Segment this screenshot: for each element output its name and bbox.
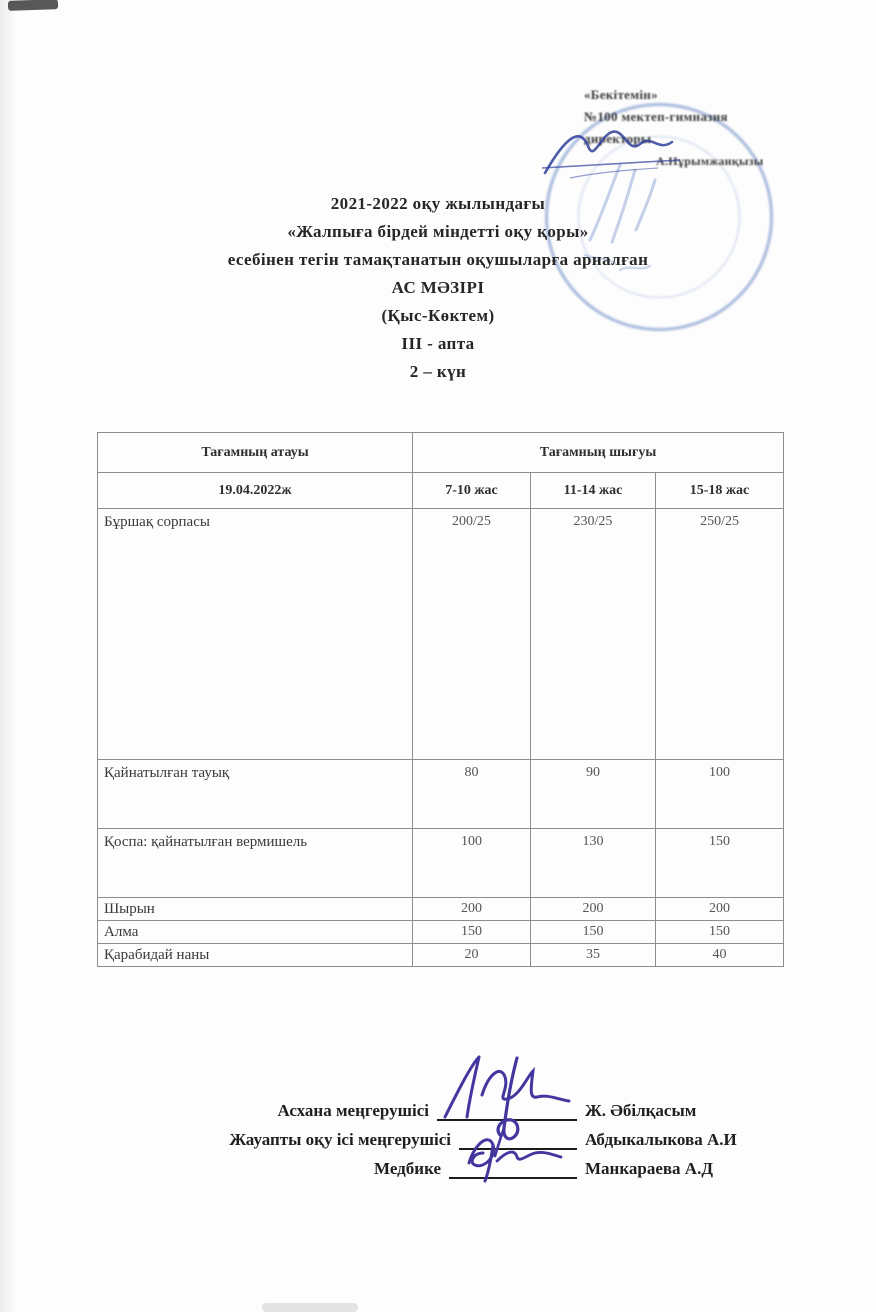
header-date: 19.04.2022ж bbox=[98, 473, 413, 509]
handwritten-signature-3 bbox=[439, 1123, 579, 1183]
table-row bbox=[98, 509, 784, 760]
header-dish-name: Тағамның атауы bbox=[98, 433, 413, 473]
document-title bbox=[0, 190, 876, 386]
title-line-season: (Қыс-Көктем) bbox=[381, 306, 495, 325]
signature-name: Манкараева А.Д bbox=[585, 1159, 714, 1178]
table-row bbox=[98, 898, 784, 921]
dish-value: 200 bbox=[656, 898, 784, 921]
director-name: А.Нұрымжанқызы bbox=[656, 154, 764, 168]
table-subheader-row bbox=[98, 473, 784, 509]
dish-name: Қоспа: қайнатылған вермишель bbox=[98, 829, 413, 898]
dish-value: 90 bbox=[531, 760, 656, 829]
dish-value: 40 bbox=[656, 944, 784, 967]
dish-name: Бұршақ сорпасы bbox=[98, 509, 413, 760]
signature-row-canteen-manager bbox=[0, 1092, 770, 1121]
scan-artifact-bottom bbox=[262, 1303, 358, 1312]
signature-name: Ж. Әбілқасым bbox=[585, 1101, 697, 1120]
dish-value: 150 bbox=[656, 921, 784, 944]
table-row bbox=[98, 829, 784, 898]
dish-name: Алма bbox=[98, 921, 413, 944]
header-dish-output: Тағамның шығуы bbox=[413, 433, 784, 473]
dish-value: 80 bbox=[413, 760, 531, 829]
dish-name: Шырын bbox=[98, 898, 413, 921]
dish-value: 150 bbox=[413, 921, 531, 944]
title-line-day: 2 – күн bbox=[409, 362, 467, 381]
dish-value: 200 bbox=[413, 898, 531, 921]
table-header-row bbox=[98, 433, 784, 473]
signature-row-responsible-manager bbox=[0, 1121, 770, 1150]
table-row bbox=[98, 921, 784, 944]
title-line-fund: «Жалпыға бірдей міндетті оқу қоры» bbox=[287, 222, 589, 241]
scan-artifact-top-left bbox=[8, 0, 58, 11]
title-line-purpose: есебінен тегін тамақтанатын оқушыларға арналған bbox=[227, 250, 649, 269]
approval-line-1: «Бекітемін» bbox=[584, 87, 658, 102]
approval-line-2: №100 мектеп-гимназия bbox=[584, 109, 728, 124]
signature-role: Асхана меңгерушісі bbox=[277, 1101, 429, 1120]
dish-value: 20 bbox=[413, 944, 531, 967]
approval-block bbox=[584, 84, 824, 172]
dish-value: 35 bbox=[531, 944, 656, 967]
signature-role: Медбике bbox=[374, 1159, 441, 1178]
approval-line-3: директоры bbox=[584, 131, 652, 146]
dish-value: 230/25 bbox=[531, 509, 656, 760]
dish-value: 200 bbox=[531, 898, 656, 921]
header-age-7-10: 7-10 жас bbox=[413, 473, 531, 509]
dish-value: 150 bbox=[531, 921, 656, 944]
signature-row-nurse bbox=[0, 1150, 770, 1179]
signature-name: Абдыкалыкова А.И bbox=[585, 1130, 737, 1149]
title-line-year: 2021-2022 оқу жылындағы bbox=[330, 194, 546, 213]
dish-value: 130 bbox=[531, 829, 656, 898]
title-line-menu: АС МӘЗІРІ bbox=[391, 278, 485, 297]
table-row bbox=[98, 760, 784, 829]
dish-value: 200/25 bbox=[413, 509, 531, 760]
dish-name: Қарабидай наны bbox=[98, 944, 413, 967]
signature-block bbox=[0, 1092, 770, 1179]
signature-role: Жауапты оқу ісі меңгерушісі bbox=[229, 1130, 451, 1149]
dish-name: Қайнатылған тауық bbox=[98, 760, 413, 829]
dish-value: 100 bbox=[656, 760, 784, 829]
header-age-15-18: 15-18 жас bbox=[656, 473, 784, 509]
menu-table bbox=[97, 432, 784, 967]
header-age-11-14: 11-14 жас bbox=[531, 473, 656, 509]
dish-value: 150 bbox=[656, 829, 784, 898]
title-line-week: III - апта bbox=[401, 334, 475, 353]
dish-value: 100 bbox=[413, 829, 531, 898]
signature-line bbox=[449, 1157, 577, 1179]
dish-value: 250/25 bbox=[656, 509, 784, 760]
table-row bbox=[98, 944, 784, 967]
